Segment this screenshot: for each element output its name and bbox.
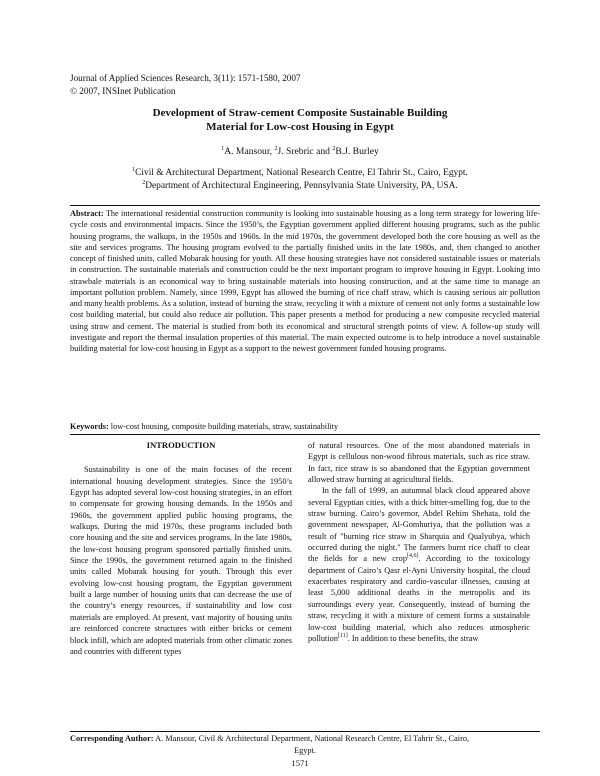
author-3: B.J. Burley	[335, 146, 379, 157]
page-number: 1571	[291, 758, 309, 768]
title-line-1: Development of Straw-cement Composite Sustainable Building	[152, 107, 448, 119]
author-3-affil: 2	[332, 145, 336, 152]
keywords-bottom-rule	[70, 434, 540, 435]
journal-citation: Journal of Applied Sciences Research, 3(11): 1571-1580, 2007	[70, 73, 301, 83]
keywords-label: Keywords:	[70, 422, 109, 431]
abstract	[70, 208, 540, 354]
author-2-affil: 2	[274, 145, 278, 152]
corresponding-author	[70, 733, 540, 756]
author-1: A. Mansour,	[224, 146, 275, 157]
citation-ref-11: [11]	[337, 633, 348, 640]
abstract-label: Abstract:	[70, 209, 104, 218]
affiliation-1-mark: 1	[132, 166, 136, 173]
title-line-2: Material for Low-cost Housing in Egypt	[206, 121, 394, 133]
para3-text-c: . In addition to these benefits, the straw	[347, 633, 479, 643]
intro-paragraph-1: Sustainability is one of the main focuses of the recent international housing development strategies. Since the 1950’s Egypt has adopted several low-cost housing strategies, in an effort to compensate for growing housing demands. In the 1950s and 1960s, the government applied public housing programs, the walkups. During the mid 1970s, these programs included both core housing and the site and services programs. In the late 1980s, the low-cost housing program sponsored partially finished units. Since the 1990s, the government returned again to the finished units called Mobarak housing for youth. Through this ever evolving low-cost housing program, the Egyptian government built a large number of housing units that can decrease the use of the country’s energy resources, if sustainability and low cost materials are employed. At present, vast majority of housing units are reinforced concrete structures with either bricks or cement block infill, which are adopted materials from other climatic zones and countries with different types	[70, 465, 292, 656]
author-1-affil: 1	[221, 145, 225, 152]
intro-paragraph-3	[308, 485, 530, 644]
intro-paragraph-2: of natural resources. One of the most abandoned materials in Egypt is cellulous non-wood fibrous materials, such as rice straw. In fact, rice straw is so abandoned that the Egyptian government allowed straw burning at agricultural fields.	[308, 441, 530, 485]
author-2: J. Srebric and	[277, 146, 333, 157]
keywords	[70, 421, 540, 432]
para3-text-b: . According to the toxicology department of Cairo’s Qasr el-Ayni University hospital, the cloud exacerbates respiratory and cardio-vascular illnesses, causing at least 5,000 additional deaths in the metropolis and its surroundings every year. Consequently, instead of burning the straw, recycling it with a mixture of cement forms a sustainable low-cost building material, which also reduces atmospheric pollution	[308, 554, 530, 643]
paper-title	[80, 106, 520, 134]
affiliation-1-text: Civil & Architectural Department, National Research Centre, El Tahrir St., Cairo, Egypt.	[135, 168, 468, 178]
affiliation-2-mark: 2	[142, 179, 146, 186]
para3-text-a: In the fall of 1999, an autumnal black cloud appeared above several Egyptian cities, with a thick bitter-smelling fog, due to the straw burning. Cairo’s governor, Abdel Rehim Shehata, told the government newspaper, Al-Gomhuriya, that the pollution was a result of "burning rice straw in Sharquia and Qualyubya, which occurred during the night." The farmers burnt rice chaff to clear the fields for a new crop	[308, 486, 530, 564]
introduction-heading: INTRODUCTION	[146, 440, 216, 450]
author-list	[0, 146, 600, 157]
journal-copyright: © 2007, INSInet Publication	[70, 85, 176, 96]
affiliation-1	[0, 167, 600, 180]
affiliations	[0, 167, 600, 192]
corresponding-text-2: Egypt.	[294, 745, 316, 755]
abstract-text: The international residential construction community is looking into sustainable housing as a long term strategy for lowering life-cycle costs and environmental impacts. Since the 1950’s, the Egyptian government applied different housing programs, such as the public housing programs, the walkups, in the 1950s and 1960s. In the mid 1970s, the government developed both the core housing as well as the site and services programs. The housing program evolved to the partially finished units in the late 1980s, and, then changed to another concept of finished units, called Mobarak housing for youth. All these housing strategies have not considered sustainable issues or materials in construction. The sustainable materials and construction could be the next important program to improve housing in Egypt. Looking into strawbale materials is an economical way to bring sustainable materials into housing construction, and at the same time to manage an important pollution problem. Namely, since 1999, Egypt has allowed the burning of rice chaff straw, which is causing serious air pollution and many health problems. As a solution, instead of burning the straw, recycling it with a mixture of cement not only forms a sustainable low cost building material, but could also reduce air pollution. This paper presents a method for producing a new composite recycled material using straw and cement. The material is studied from both its economical and structural strength points of view. A follow-up study will investigate and report the thermal insulation properties of this material. The main expected outcome is to help introduce a novel sustainable building material for low-cost housing in Egypt as a support to the newest government funded housing programs.	[70, 209, 540, 353]
affiliation-2	[0, 180, 600, 193]
journal-header	[70, 72, 301, 97]
citation-ref-4-6: [4,6]	[406, 553, 419, 560]
corresponding-label: Corresponding Author:	[70, 734, 154, 743]
corresponding-text: A. Mansour, Civil & Architectural Department, National Research Centre, El Tahrir St., Cairo,	[155, 734, 470, 743]
abstract-top-rule	[70, 205, 540, 206]
left-column	[70, 440, 292, 657]
affiliation-2-text: Department of Architectural Engineering, Pennsylvania State University, PA, USA.	[145, 180, 458, 191]
keywords-text: low-cost housing, composite building materials, straw, sustainability	[110, 422, 339, 431]
right-column	[308, 440, 530, 644]
footer-rule	[70, 731, 540, 732]
